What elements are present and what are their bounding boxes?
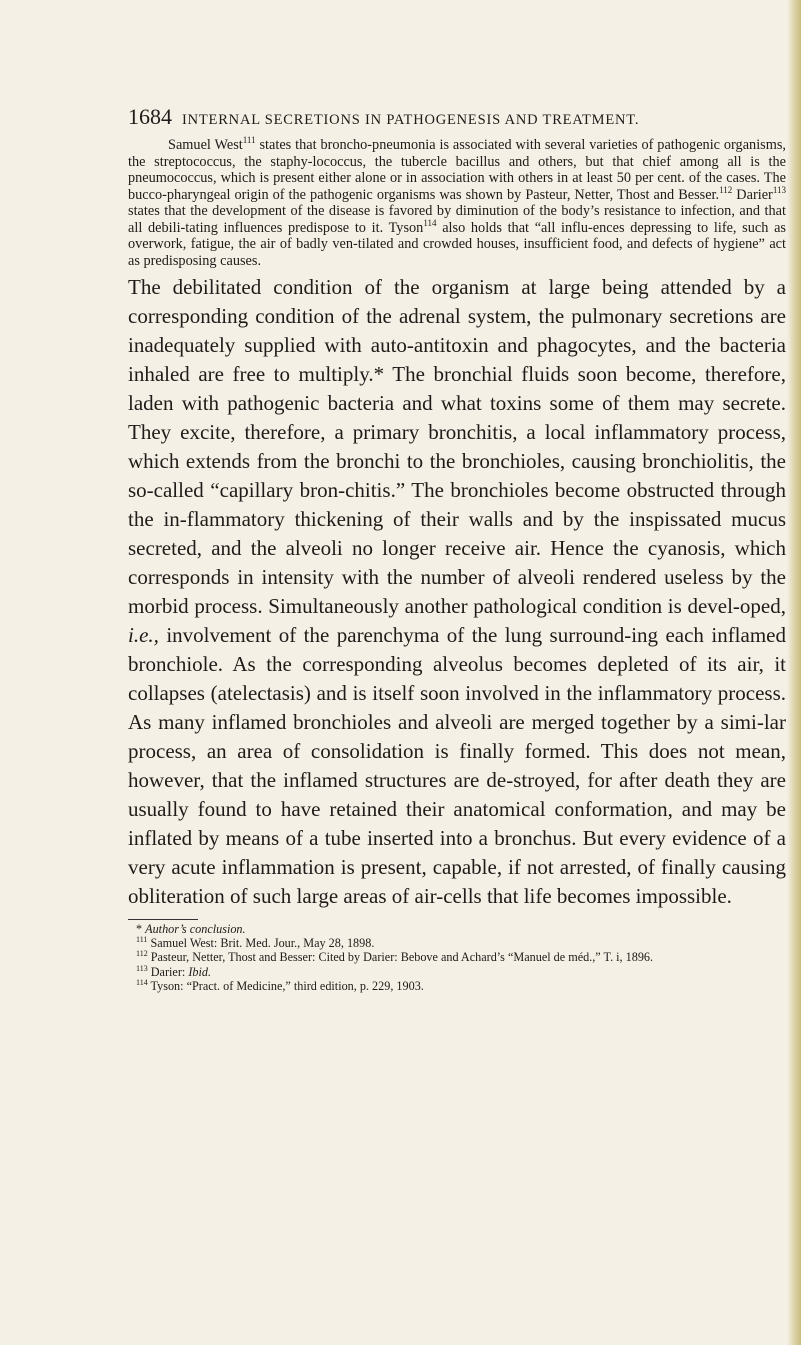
footnote-number: 112	[136, 949, 148, 959]
footnote-113	[128, 965, 786, 979]
footnote-number: 114	[136, 977, 148, 987]
running-title: INTERNAL SECRETIONS IN PATHOGENESIS AND TREATMENT.	[182, 112, 640, 128]
footnote-number: 113	[136, 963, 148, 973]
body-italic-ie: i.e.,	[128, 623, 159, 647]
book-page	[128, 104, 786, 993]
footnote-text: Tyson: “Pract. of Medicine,” third edition, p. 229, 1903.	[150, 978, 424, 993]
footnote-author-text: Author’s conclusion.	[145, 922, 246, 936]
quote-text-4: states that the development of the disease is favored by diminution of the body’s resistance to infection, and that all debili-tating influences predispose to it. Tyson	[128, 203, 786, 236]
footnote-114	[128, 979, 786, 993]
footnote-rule	[128, 919, 198, 920]
footnote-text: Darier:	[150, 964, 189, 979]
footnote-text: Pasteur, Netter, Thost and Besser: Cited by Darier: Bebove and Achard’s “Manuel de méd.,” T. i, 1896.	[150, 950, 654, 965]
footnote-number: 111	[136, 935, 148, 945]
footnote-111	[128, 936, 786, 950]
page-edge-shadow	[787, 0, 801, 1345]
footnote-ref-114: 114	[423, 217, 437, 228]
footnote-ref-112: 112	[719, 184, 733, 195]
footnote-ref-111: 111	[242, 135, 256, 145]
footnote-ref-113: 113	[772, 184, 786, 195]
quote-text-5: also holds that “all influ-ences depressing to life, such as overwork, fatigue, the air of badly ven-tilated and crowded houses, insufficient food, and defects of hygiene” act as predisposing causes.	[128, 219, 786, 269]
body-paragraph	[128, 273, 786, 911]
quote-text-1: Samuel West	[168, 137, 243, 153]
running-head	[128, 104, 786, 130]
footnote-112	[128, 950, 786, 964]
footnote-mark: *	[136, 922, 143, 936]
quoted-paragraph	[128, 137, 786, 269]
footnote-author	[128, 922, 786, 936]
footnote-ibid: Ibid.	[188, 964, 211, 979]
quote-text-3: Darier	[732, 186, 773, 203]
page-number: 1684	[128, 104, 172, 129]
body-text-2: involvement of the parenchyma of the lung surround-ing each inflamed bronchiole. As the corresponding alveolus becomes depleted of its air, it collapses (atelectasis) and is itself soon involved in the inflammatory process. As many inflamed bronchioles and alveoli are merged together by a simi-lar process, an area of consolidation is finally formed. This does not mean, however, that the inflamed structures are de-stroyed, for after death they are usually found to have retained their anatomical conformation, and may be inflated by means of a tube inserted into a bronchus. But every evidence of a very acute inflammation is present, capable, if not arrested, of finally causing obliteration of such large areas of air-cells that life becomes impossible.	[128, 623, 786, 908]
footnote-text: Samuel West: Brit. Med. Jour., May 28, 1898.	[150, 936, 375, 951]
body-text-1: The debilitated condition of the organism at large being attended by a corresponding condition of the adrenal system, the pulmonary secretions are inadequately supplied with auto-antitoxin and phagocytes, and the bacteria inhaled are free to multiply.* The bronchial fluids soon become, therefore, laden with pathogenic bacteria and what toxins some of them may secrete. They excite, therefore, a primary bronchitis, a local inflammatory process, which extends from the bronchi to the bronchioles, causing bronchiolitis, the so-called “capillary bron-chitis.” The bronchioles become obstructed through the in-flammatory thickening of their walls and by the inspissated mucus secreted, and the alveoli no longer receive air. Hence the cyanosis, which corresponds in intensity with the number of alveoli rendered useless by the morbid process. Simultaneously another pathological condition is devel-oped,	[128, 275, 786, 618]
quote-text-2: states that broncho-pneumonia is associated with several varieties of pathogenic organisms, the streptococcus, the staphy-lococcus, the tubercle bacillus and others, but that chief among all is the pneumococcus, which is present either alone or in association with others in at least 50 per cent. of the cases. The bucco-pharyngeal origin of the pathogenic organisms was shown by Pasteur, Netter, Thost and Besser.	[128, 137, 786, 203]
